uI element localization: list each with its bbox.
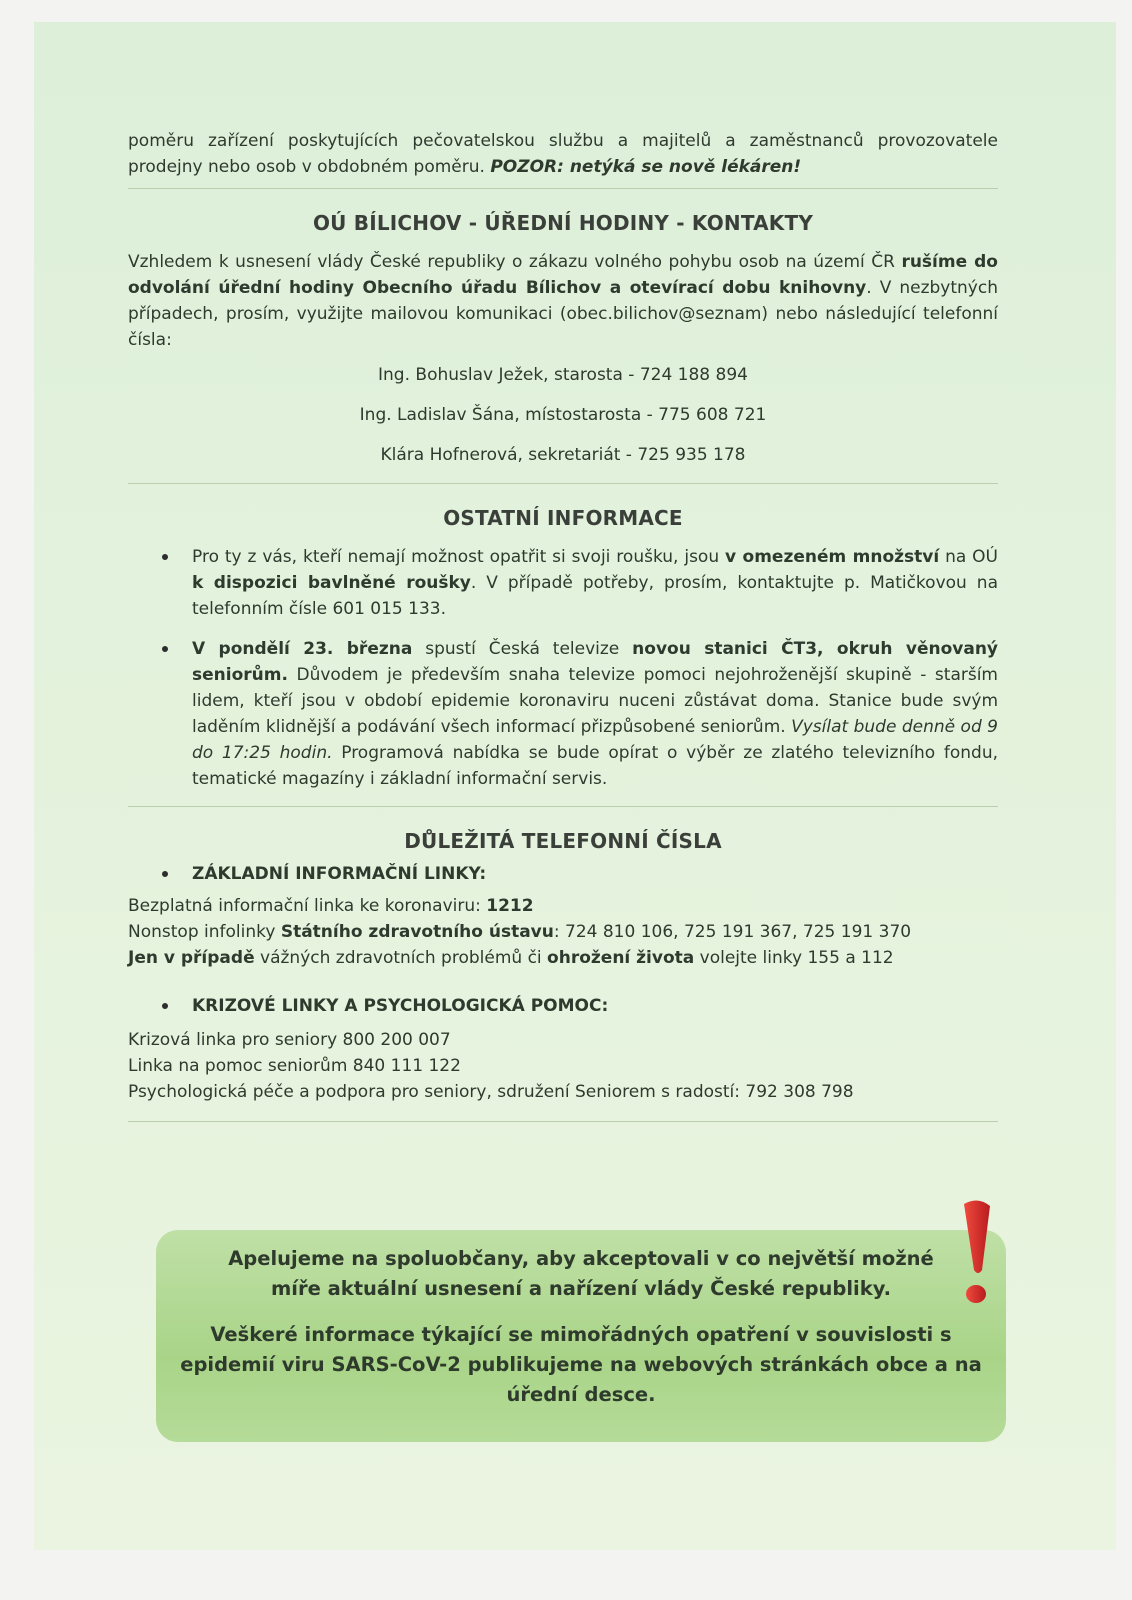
appeal-line: Apelujeme na spoluobčany, aby akceptovali v co největší možné míře aktuální usnesení a nařízení vlády České republiky. [228, 1247, 934, 1300]
divider [128, 1121, 998, 1122]
crisis-lines-heading: KRIZOVÉ LINKY A PSYCHOLOGICKÁ POMOC: [192, 996, 609, 1016]
phones-heading: DŮLEŽITÁ TELEFONNÍ ČÍSLA [404, 829, 722, 853]
phones-crisis-list [128, 993, 998, 1019]
info-line: Veškeré informace týkající se mimořádných opatření v souvislosti s epidemií viru SARS-CoV-2 publikujeme na webových stránkách obce a na úřední desce. [180, 1323, 982, 1406]
contact-mayor: Ing. Bohuslav Ježek, starosta - 724 188 894 [378, 365, 748, 385]
crisis-line-2: Linka na pomoc seniorům 840 111 122 [128, 1056, 461, 1076]
appeal-callout-text [174, 1244, 988, 1410]
bullet-dot-icon [162, 554, 168, 560]
basic-line-3: Jen v případě vážných zdravotních problémů či ohrožení života volejte linky 155 a 112 [128, 948, 894, 968]
pharmacy-warning: POZOR: netýká se nově lékáren! [490, 157, 802, 177]
other-info-heading: OSTATNÍ INFORMACE [443, 506, 683, 530]
bullet-dot-icon [162, 1003, 168, 1009]
divider [128, 188, 998, 189]
basic-lines-heading: ZÁKLADNÍ INFORMAČNÍ LINKY: [192, 864, 487, 884]
appeal-callout [156, 1230, 1006, 1442]
exclamation-mark-icon [950, 1198, 1000, 1308]
divider [128, 483, 998, 484]
list-item [128, 861, 998, 887]
list-item: V pondělí 23. března spustí Česká televize novou stanici ČT3, okruh věnovaný seniorům. Důvodem je především snaha televize pomoci nejohroženější skupině - starším lidem, kteří jsou v období epidemie koronaviru nuceni zůstávat doma. Stanice bude svým laděním klidnější a podávání všech informací přizpůsobené seniorům. Vysílat bude denně od 9 do 17:25 hodin. Programová nabídka se bude opírat o výběr ze zlatého televizního fondu, tematické magazíny i základní informační servis. [128, 636, 998, 792]
document-content [128, 128, 998, 1130]
office-closure-notice: rušíme do odvolání úřední hodiny Obecního úřadu Bílichov a otevírací dobu knihovny [128, 252, 998, 298]
contact-secretariat: Klára Hofnerová, sekretariát - 725 935 178 [380, 445, 746, 465]
contact-deputy-mayor: Ing. Ladislav Šána, místostarosta - 775 608 721 [359, 405, 767, 425]
divider [128, 806, 998, 807]
intro-paragraph: poměru zařízení poskytujících pečovatelskou službu a majitelů a zaměstnanců provozovatele prodejny nebo osob v obdobném poměru. POZOR: netýká se nově lékáren! [128, 131, 998, 177]
office-heading: OÚ BÍLICHOV - ÚŘEDNÍ HODINY - KONTAKTY [312, 211, 814, 235]
basic-line-1: Bezplatná informační linka ke koronaviru: 1212 [128, 896, 534, 916]
phones-basic-list [128, 861, 998, 887]
office-paragraph: Vzhledem k usnesení vlády České republiky o zákazu volného pohybu osob na území ČR rušíme do odvolání úřední hodiny Obecního úřadu Bílichov a otevírací dobu knihovny. V nezbytných případech, prosím, využijte mailovou komunikaci (obec.bilichov@seznam) nebo následující telefonní čísla: [128, 252, 998, 350]
list-item: Pro ty z vás, kteří nemají možnost opatřit si svoji roušku, jsou v omezeném množství na OÚ k dispozici bavlněné roušky. V případě potřeby, prosím, kontaktujte p. Matičkovou na telefonním čísle 601 015 133. [128, 544, 998, 622]
basic-line-2: Nonstop infolinky Státního zdravotního ústavu: 724 810 106, 725 191 367, 725 191 370 [128, 922, 912, 942]
bullet-dot-icon [162, 646, 168, 652]
crisis-line-1: Krizová linka pro seniory 800 200 007 [128, 1030, 451, 1050]
contact-list [128, 355, 998, 475]
other-info-list [128, 544, 998, 792]
bullet-dot-icon [162, 871, 168, 877]
crisis-line-3: Psychologická péče a podpora pro seniory, sdružení Seniorem s radostí: 792 308 798 [128, 1082, 854, 1102]
list-item [128, 993, 998, 1019]
